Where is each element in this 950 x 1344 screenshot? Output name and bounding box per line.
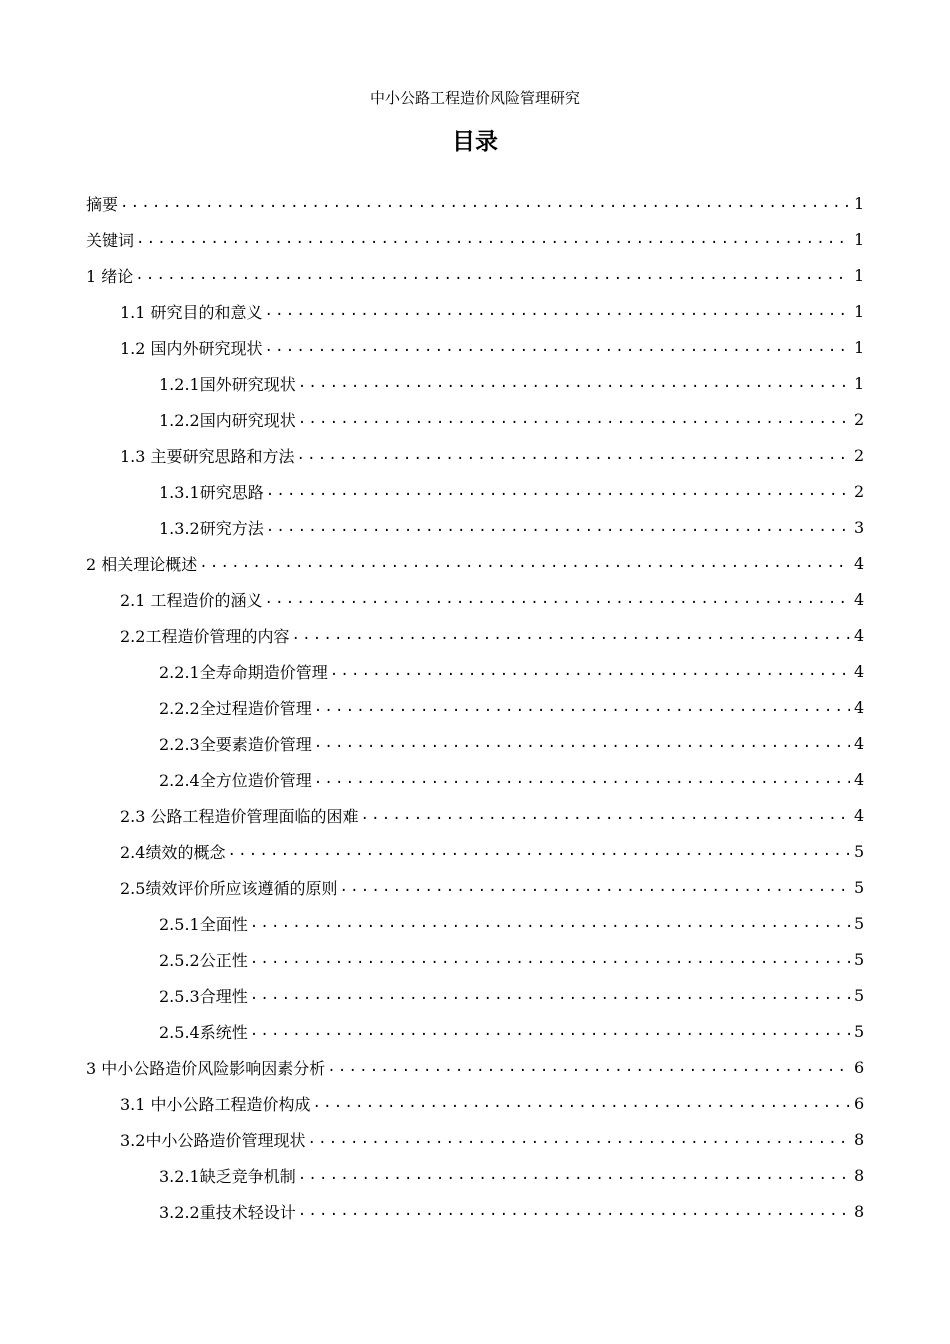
toc-entry-label: 1.2.2国内研究现状 <box>159 410 296 430</box>
dot-leader <box>330 663 850 679</box>
dot-leader <box>266 483 850 499</box>
toc-entry-label: 2.4绩效的概念 <box>120 842 226 862</box>
dot-leader <box>265 339 850 355</box>
toc-entry-label: 2.2工程造价管理的内容 <box>120 626 290 646</box>
toc-entry-label: 3.2.2重技术轻设计 <box>159 1202 296 1222</box>
toc-entry-label: 2.2.4全方位造价管理 <box>159 770 312 790</box>
toc-entry-page-number: 4 <box>854 661 865 681</box>
toc-entry[interactable] <box>0 1049 950 1085</box>
toc-entry-label: 1.3 主要研究思路和方法 <box>120 446 295 466</box>
toc-entry[interactable] <box>0 545 950 581</box>
toc-entry-label: 2.5绩效评价所应该遵循的原则 <box>120 878 338 898</box>
toc-entry-page-number: 4 <box>854 697 865 717</box>
dot-leader <box>250 915 850 931</box>
toc-entry[interactable] <box>0 221 950 257</box>
toc-entry-label: 摘要 <box>86 194 119 214</box>
toc-entry[interactable] <box>0 293 950 329</box>
toc-title: 目录 <box>452 129 498 155</box>
dot-leader <box>265 591 850 607</box>
toc-entry[interactable] <box>0 905 950 941</box>
table-of-contents <box>0 185 950 1229</box>
toc-entry-label: 2.2.1全寿命期造价管理 <box>159 662 328 682</box>
toc-entry-label: 1.3.2研究方法 <box>159 518 264 538</box>
toc-entry[interactable] <box>0 689 950 725</box>
toc-entry-page-number: 5 <box>854 985 865 1005</box>
toc-entry-page-number: 1 <box>854 265 865 285</box>
toc-entry[interactable] <box>0 185 950 221</box>
toc-entry-page-number: 8 <box>854 1129 865 1149</box>
toc-entry-page-number: 4 <box>854 625 865 645</box>
dot-leader <box>327 1059 850 1075</box>
toc-entry[interactable] <box>0 581 950 617</box>
toc-entry[interactable] <box>0 761 950 797</box>
toc-entry-page-number: 4 <box>854 769 865 789</box>
document-header: 中小公路工程造价风险管理研究 <box>369 89 580 107</box>
toc-entry-label: 2.3 公路工程造价管理面临的困难 <box>120 806 359 826</box>
toc-entry[interactable] <box>0 1013 950 1049</box>
dot-leader <box>265 303 850 319</box>
toc-entry-page-number: 4 <box>854 589 865 609</box>
toc-entry-label: 2.2.2全过程造价管理 <box>159 698 312 718</box>
toc-entry-label: 2.2.3全要素造价管理 <box>159 734 312 754</box>
toc-entry-label: 3.2.1缺乏竞争机制 <box>159 1166 296 1186</box>
toc-entry-label: 2.5.1全面性 <box>159 914 248 934</box>
toc-entry-page-number: 5 <box>854 841 865 861</box>
toc-entry[interactable] <box>0 941 950 977</box>
dot-leader <box>135 267 850 283</box>
dot-leader <box>298 375 850 391</box>
toc-entry-label: 2.1 工程造价的涵义 <box>120 590 263 610</box>
toc-entry[interactable] <box>0 833 950 869</box>
toc-entry-page-number: 1 <box>854 301 865 321</box>
toc-entry-page-number: 5 <box>854 913 865 933</box>
toc-entry-page-number: 2 <box>854 409 865 429</box>
toc-entry[interactable] <box>0 257 950 293</box>
toc-entry-label: 2.5.2公正性 <box>159 950 248 970</box>
dot-leader <box>136 231 850 247</box>
toc-entry-page-number: 8 <box>854 1165 865 1185</box>
toc-entry-label: 1.1 研究目的和意义 <box>120 302 263 322</box>
toc-entry-page-number: 1 <box>854 229 865 249</box>
toc-entry-label: 1.2 国内外研究现状 <box>120 338 263 358</box>
toc-entry-page-number: 3 <box>854 517 865 537</box>
dot-leader <box>120 195 850 211</box>
toc-entry-label: 1 绪论 <box>86 266 134 286</box>
toc-entry[interactable] <box>0 1085 950 1121</box>
toc-entry-page-number: 2 <box>854 445 865 465</box>
dot-leader <box>361 807 850 823</box>
dot-leader <box>227 843 850 859</box>
toc-entry[interactable] <box>0 617 950 653</box>
toc-entry-label: 1.2.1国外研究现状 <box>159 374 296 394</box>
toc-entry-label: 3 中小公路造价风险影响因素分析 <box>86 1058 326 1078</box>
toc-entry-label: 2 相关理论概述 <box>86 554 198 574</box>
toc-entry[interactable] <box>0 473 950 509</box>
dot-leader <box>250 987 850 1003</box>
toc-entry[interactable] <box>0 869 950 905</box>
toc-entry-label: 2.5.3合理性 <box>159 986 248 1006</box>
toc-entry-page-number: 1 <box>854 337 865 357</box>
dot-leader <box>250 1023 850 1039</box>
dot-leader <box>266 519 850 535</box>
toc-entry-page-number: 4 <box>854 553 865 573</box>
dot-leader <box>298 1203 850 1219</box>
toc-entry-page-number: 8 <box>854 1201 865 1221</box>
toc-entry[interactable] <box>0 653 950 689</box>
toc-entry-label: 1.3.1研究思路 <box>159 482 264 502</box>
toc-entry[interactable] <box>0 1157 950 1193</box>
dot-leader <box>298 1167 850 1183</box>
toc-entry[interactable] <box>0 365 950 401</box>
toc-entry[interactable] <box>0 401 950 437</box>
dot-leader <box>314 735 850 751</box>
toc-entry-page-number: 5 <box>854 949 865 969</box>
toc-entry[interactable] <box>0 1193 950 1229</box>
toc-entry-page-number: 4 <box>854 805 865 825</box>
toc-entry-page-number: 2 <box>854 481 865 501</box>
toc-entry[interactable] <box>0 977 950 1013</box>
toc-entry-page-number: 4 <box>854 733 865 753</box>
toc-entry[interactable] <box>0 1121 950 1157</box>
toc-entry-label: 3.2中小公路造价管理现状 <box>120 1130 306 1150</box>
dot-leader <box>339 879 850 895</box>
toc-entry-page-number: 6 <box>854 1057 865 1077</box>
toc-entry[interactable] <box>0 437 950 473</box>
toc-entry-page-number: 6 <box>854 1093 865 1113</box>
toc-entry-page-number: 5 <box>854 877 865 897</box>
dot-leader <box>313 1095 850 1111</box>
dot-leader <box>307 1131 850 1147</box>
toc-entry[interactable] <box>0 329 950 365</box>
dot-leader <box>298 411 850 427</box>
toc-entry[interactable] <box>0 725 950 761</box>
toc-entry-page-number: 5 <box>854 1021 865 1041</box>
toc-entry[interactable] <box>0 797 950 833</box>
dot-leader <box>291 627 850 643</box>
toc-entry-label: 2.5.4系统性 <box>159 1022 248 1042</box>
toc-entry-page-number: 1 <box>854 373 865 393</box>
toc-entry-label: 关键词 <box>86 230 135 250</box>
dot-leader <box>297 447 850 463</box>
toc-entry[interactable] <box>0 509 950 545</box>
dot-leader <box>314 699 850 715</box>
toc-entry-label: 3.1 中小公路工程造价构成 <box>120 1094 311 1114</box>
dot-leader <box>199 555 850 571</box>
toc-entry-page-number: 1 <box>854 193 865 213</box>
dot-leader <box>250 951 850 967</box>
dot-leader <box>314 771 850 787</box>
